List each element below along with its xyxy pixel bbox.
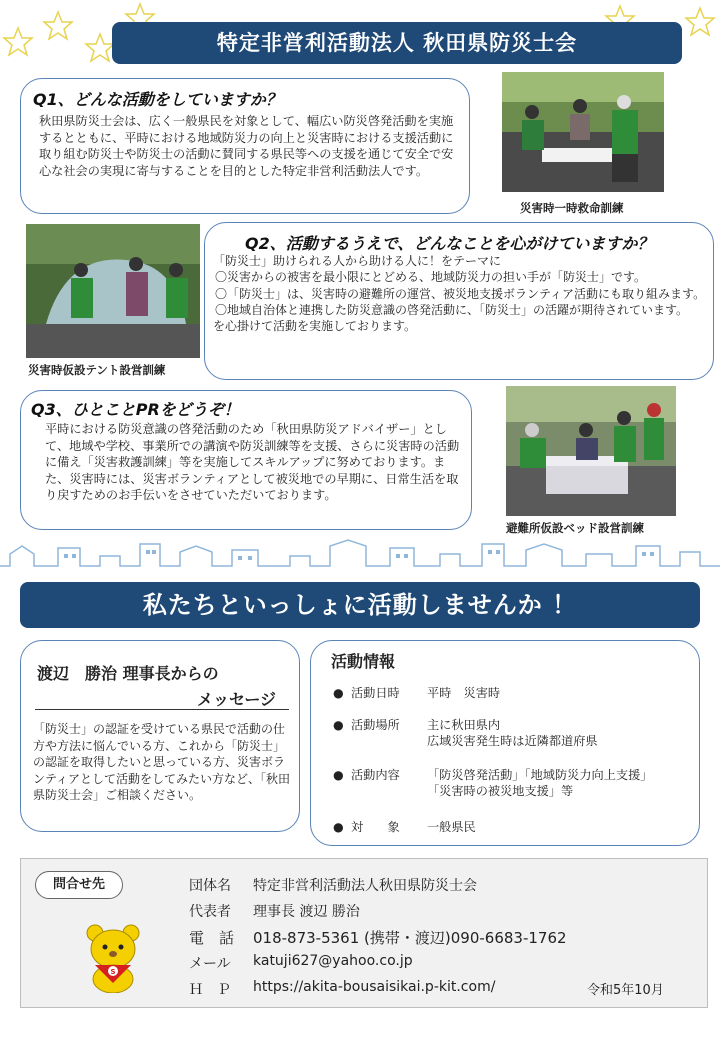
- message-body: 「防災士」の認証を受けている県民で活動の仕方や方法に悩んでいる方、これから「防災士」の認証を取得したいと思っている方、災害ボランティアとして活動をしてみたい方など、「秋田県防災士会」ご相談ください。: [33, 722, 291, 802]
- q3-body: 平時における防災意識の啓発活動のため「秋田県防災アドバイザー」として、地域や学校、事業所での講演や防災訓練等を支援、さらに災害時の活動に備え「災害救護訓練」等を実施してスキルアップに努めております。また、災害時には、災害ボランティアとして被災地での早期に、日常生活を取り戻すためのお手伝いをさせていただいております。: [45, 422, 460, 502]
- q2-line3: 〇「防災士」は、災害時の避難所の運営、被災地支援ボランティア活動にも取り組みます。: [215, 286, 706, 301]
- info-row-content: ● 活動内容 「防災啓発活動」「地域防災力向上支援」「災害時の被災地支援」等: [333, 768, 647, 798]
- skyline-decoration: [0, 536, 720, 576]
- q1-title: Q1、どんな活動をしていますか？: [33, 90, 282, 109]
- photo3-caption: 避難所仮設ベッド設営訓練: [506, 521, 644, 535]
- photo-bed-training: [506, 386, 676, 516]
- bullet-icon: ●: [333, 820, 344, 834]
- contact-panel: [20, 858, 708, 1008]
- contact-row-rep: 代表者 理事長 渡辺 勝治: [189, 904, 360, 920]
- contact-row-org: 団体名 特定非営利活動法人秋田県防災士会: [189, 878, 477, 894]
- message-box: [20, 640, 300, 832]
- photo-tent-training: [26, 224, 200, 358]
- bear-mascot-icon: [81, 921, 145, 993]
- issue-date: 令和5年10月: [587, 983, 664, 998]
- q2-box: [204, 222, 714, 380]
- invite-banner: 私たちといっしょに活動しませんか ！: [20, 582, 700, 628]
- photo-first-aid-training: [502, 72, 664, 192]
- q2-line5: を心掛けて活動を実施しております。: [213, 319, 417, 334]
- q2-line4: 〇地域自治体と連携した防災意識の啓発活動に、「防災士」の活躍が期待されています。: [215, 302, 689, 317]
- message-underline: [35, 709, 289, 710]
- q1-box: [20, 78, 470, 214]
- activity-info-box: [310, 640, 700, 846]
- info-row-place: ● 活動場所 主に秋田県内 広域災害発生時は近隣都道府県: [333, 718, 598, 748]
- message-title-line1: 渡辺 勝治 理事長からの: [37, 664, 219, 683]
- bullet-icon: ●: [333, 686, 344, 700]
- contact-row-homepage: Ｈ Ｐ https://akita-bousaisikai.p-kit.com/: [189, 979, 496, 998]
- contact-row-email: メール katuji627@yahoo.co.jp: [189, 953, 413, 972]
- email-link[interactable]: katuji627@yahoo.co.jp: [253, 953, 413, 969]
- q3-title: Q3、ひとことPRをどうぞ！: [31, 400, 240, 419]
- photo2-caption: 災害時仮設テント設営訓練: [28, 363, 166, 377]
- homepage-link[interactable]: https://akita-bousaisikai.p-kit.com/: [253, 979, 496, 995]
- q2-line1: 「防災士」助けられる人から助ける人に！をテーマに: [213, 254, 502, 268]
- q3-box: [20, 390, 472, 530]
- bullet-icon: ●: [333, 718, 344, 732]
- contact-tag: 問合せ先: [35, 871, 123, 899]
- photo1-caption: 災害時一時救命訓練: [520, 201, 624, 215]
- info-title: 活動情報: [331, 652, 396, 671]
- info-row-target: ● 対 象 一般県民: [333, 820, 476, 834]
- q1-body: 秋田県防災士会は、広く一般県民を対象として、幅広い防災啓発活動を実施するとともに、平時における地域防災力の向上と災害時における支援活動に取り組む防災士や防災士の活動に賛同する県民等への支援を通じて安全で安心な社会の実現に寄与することを目的とした特定非営利活動法人です。: [39, 114, 454, 178]
- contact-row-phone: 電 話 018-873-5361 (携帯・渡辺)090-6683-1762: [189, 929, 567, 947]
- message-title-line2: メッセージ: [197, 690, 277, 709]
- bullet-icon: ●: [333, 768, 344, 782]
- svg-text:S: S: [110, 968, 116, 976]
- q2-body: [213, 253, 711, 334]
- q2-line2: 〇災害からの被害を最小限にとどめる、地域防災力の担い手が「防災士」です。: [215, 270, 647, 285]
- q2-title: Q2、活動するうえで、どんなことを心がけていますか？: [245, 234, 654, 253]
- header-banner: 特定非営利活動法人 秋田県防災士会: [112, 22, 682, 64]
- info-row-datetime: ● 活動日時 平時 災害時: [333, 686, 501, 700]
